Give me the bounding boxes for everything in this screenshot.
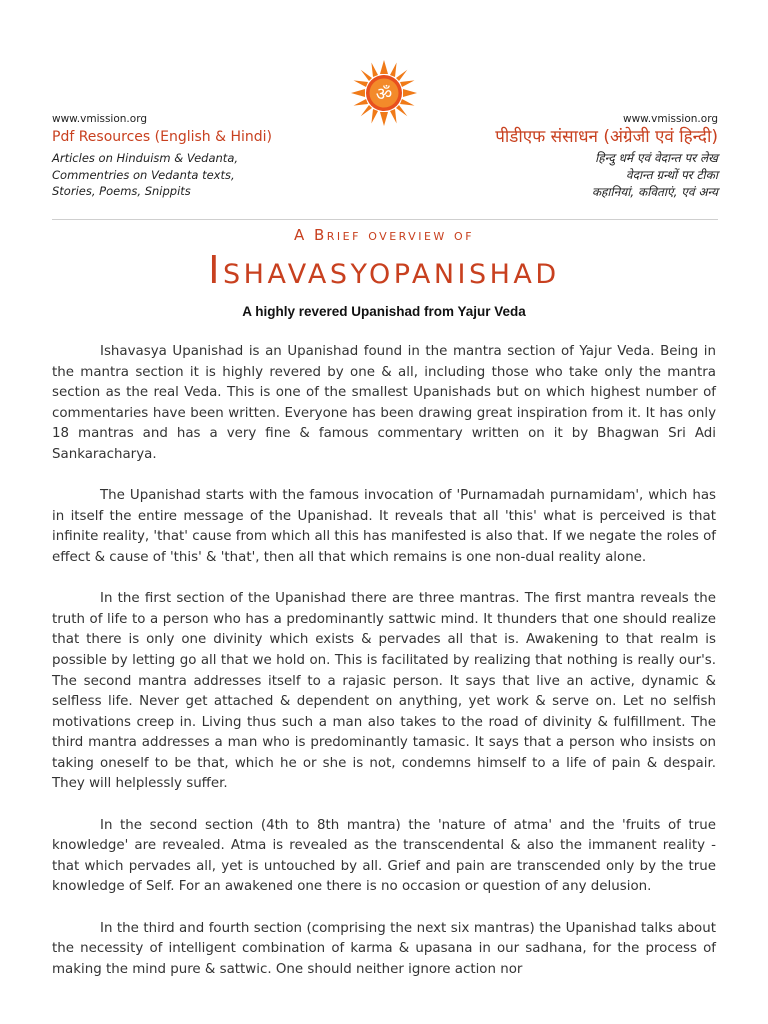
header-divider <box>52 219 718 220</box>
paragraph: In the first section of the Upanishad there are three mantras. The first mantra reveals the truth of life to a person who has a predominantly sattwic mind. It thunders that one should realize that there is only one divinity which exists & pervades all that is. Awakening to that realm is possible by letting go all that we hold on. This is facilitated by realizing that nothing is really our's. The second mantra addresses itself to a rajasic person. It says that live an active, dynamic & selfless life. Never get attached & dependent on anything, yet work & serve on. Let no selfish motivations creep in. Living thus such a man also takes to the road of divinity & fulfillment. The third mantra addresses a man who is predominantly tamasic. It says that a person who insists on taking oneself to be that, which he or she is not, condemns himself to a life of pain & despair. They will helplessly suffer. <box>52 591 716 792</box>
pdf-resources-label: Pdf Resources (English & Hindi) <box>52 129 273 145</box>
header-right <box>388 112 718 201</box>
paragraph: In the second section (4th to 8th mantra) the 'nature of atma' and the 'fruits of true knowledge' are revealed. Atma is revealed as the transcendental & also the immanent reality - that which pervades all, yet is untouched by all. Grief and pain are transcended only by the true knowledge of Self. For an awakened one there is no occasion or question of any delusion. <box>52 817 716 895</box>
paragraph: In the third and fourth section (comprising the next six mantras) the Upanishad talks about the necessity of intelligent combination of karma & upasana in our sadhana, for the process of making the mind pure & sattwic. One should neither ignore action nor <box>52 920 716 977</box>
site-url-right[interactable]: www.vmission.org <box>623 113 718 125</box>
paragraph: The Upanishad starts with the famous invocation of 'Purnamadah purnamidam', which has in itself the entire message of the Upanishad. It reveals that all 'this' what is perceived is that infinite reality, 'that' cause from which all this has manifested is also that. If we negate the roles of effect & cause of 'this' & 'that', then all that which remains is one non-dual reality alone. <box>52 488 716 565</box>
header-left <box>52 112 382 200</box>
site-url-left[interactable]: www.vmission.org <box>52 113 147 125</box>
resource-line: हिन्दु धर्म एवं वेदान्त पर लेख <box>595 151 718 165</box>
resource-line: Articles on Hinduism & Vedanta, <box>52 151 239 165</box>
resource-line: कहानियां, कविताएं, एवं अन्य <box>591 185 718 199</box>
svg-text:ॐ: ॐ <box>375 84 393 105</box>
resource-list-english <box>52 150 382 200</box>
doc-tagline: A highly revered Upanishad from Yajur Veda <box>242 304 526 319</box>
paragraph: Ishavasya Upanishad is an Upanishad found in the mantra section of Yajur Veda. Being in the mantra section it is highly revered by one & all, including those who take only the mantra section as the real Veda. This is one of the smallest Upanishads but on which highest number of commentaries have been written. Everyone has been drawing great inspiration from it. It has only 18 mantras and has a very fine & famous commentary written on it by Bhagwan Sri Adi Sankaracharya. <box>52 344 716 462</box>
resource-line: Stories, Poems, Snippits <box>52 184 191 198</box>
resource-line: Commentries on Vedanta texts, <box>52 167 235 182</box>
doc-title: Ishavasyopanishad <box>208 248 560 292</box>
resource-list-hindi <box>388 150 718 201</box>
body-text <box>52 342 716 1001</box>
pdf-resources-label-hindi: पीडीएफ संसाधन (अंग्रेजी एवं हिन्दी) <box>495 127 718 147</box>
resource-line: वेदान्त ग्रन्थों पर टीका <box>625 168 718 182</box>
doc-subtitle: A Brief overview of <box>293 226 475 244</box>
